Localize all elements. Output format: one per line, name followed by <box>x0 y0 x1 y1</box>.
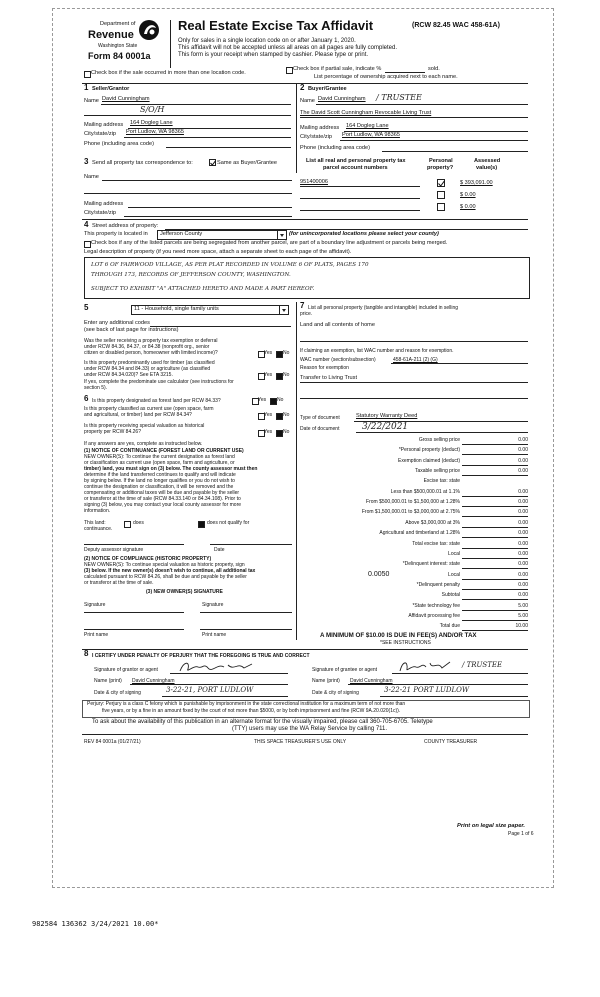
legal-line-3: SUBJECT TO EXHIBIT "A" ATTACHED HERETO AND MADE A PART HEREOF. <box>91 286 315 292</box>
header-line2: This affidavit will not be accepted unless all areas on all pages are fully completed. <box>178 45 398 51</box>
calc-row-label: *Delinquent interest: state <box>402 561 460 568</box>
continuance-line-3: timber) land, you must sign on (3) below. The county assessor must then <box>84 466 258 472</box>
street-address-label: Street address of property: <box>92 223 159 229</box>
personal-property-checkbox-3[interactable] <box>437 203 445 211</box>
perjury-line-1: Perjury: Perjury is a class C felony which is punishable by imprisonment in the state correctional institution for a maximum term of not more than <box>87 701 406 707</box>
calc-row <box>300 572 528 581</box>
seller-name[interactable]: David Cunningham <box>102 96 150 102</box>
assessed-value-2[interactable]: $ 0.00 <box>460 192 476 198</box>
land-use-select[interactable] <box>131 305 289 315</box>
calc-row-value[interactable]: 0.00 <box>518 488 528 495</box>
calc-row <box>300 520 528 529</box>
boundary-label: Check box if any of the listed parcels are being segregated from another parcel, are part of a boundary line adjustment or parcels being merged. <box>91 240 448 246</box>
section-5-q3-line2: section 5). <box>84 385 108 391</box>
dept-top: Department of <box>100 21 136 27</box>
buyer-name-label: Name <box>300 98 315 104</box>
seller-mail-label: Mailing address <box>84 122 124 128</box>
historic-line-1: NEW OWNER(S): To continue special valuation as historic property, sign <box>84 562 245 568</box>
signature-label-2: Signature <box>202 602 224 608</box>
section-2-number: 2 <box>300 83 305 92</box>
new-owner-signature-heading: (3) NEW OWNER(S) SIGNATURE <box>146 589 223 595</box>
calc-row-label: *Delinquent penalty <box>416 581 460 588</box>
continuance-line-8: or transferor at the time of sale (RCW 84.33.140 or 84.34.108). Prior to <box>84 496 241 502</box>
wac-label: WAC number (section/subsection) <box>300 357 376 363</box>
doc-type-label: Type of document <box>300 415 340 421</box>
current-use-no-checkbox[interactable] <box>276 413 283 420</box>
calc-row-label: *State technology fee <box>412 602 460 609</box>
calc-row <box>300 489 528 498</box>
section-5-q2-line3: under RCW 84.34.020)? See ETA 3215. <box>84 372 173 378</box>
section-6-number: 6 <box>84 394 89 403</box>
perjury-line-2: five years, or by a fine in an amount fixed by the court of not more than $5000, or by both imprisonment and fine (RCW 9A.20.020(1c)). <box>102 708 401 714</box>
calc-row-value[interactable]: 0.00 <box>518 499 528 506</box>
yes-label: Yes <box>264 350 273 356</box>
calc-row <box>300 561 528 570</box>
buyer-city[interactable]: Port Ludlow, WA 98365 <box>342 132 400 138</box>
historic-line-2: (3) below. If the new owner(s) doesn't wish to continue, all additional tax <box>84 568 256 574</box>
yes-label: Yes <box>264 412 273 418</box>
calc-row <box>300 509 528 518</box>
calc-row-value[interactable]: 0.00 <box>518 509 528 516</box>
doc-date-value[interactable]: 3/22/2021 <box>362 422 409 432</box>
checkmark-icon <box>210 160 216 166</box>
calc-row-label: From $1,500,000.01 to $3,000,000 at 2.75% <box>361 509 460 516</box>
recording-stamp: 982584 136362 3/24/2021 10.00* <box>32 920 159 928</box>
calc-row <box>300 468 528 477</box>
grantor-date-label: Date & city of signing <box>94 690 141 696</box>
calc-row-value[interactable]: 0.00 <box>518 581 528 588</box>
calc-row <box>300 458 528 467</box>
grantee-name-label: Name (print) <box>312 678 340 684</box>
corr-name-label: Name <box>84 174 99 180</box>
treasurer-only: THIS SPACE TREASURER'S USE ONLY <box>254 739 347 745</box>
minimum-due-note: A MINIMUM OF $10.00 IS DUE IN FEE(S) AND/OR TAX <box>320 632 477 639</box>
county-select[interactable] <box>157 230 287 240</box>
calc-row-value[interactable]: 0.00 <box>518 519 528 526</box>
calc-row <box>300 541 528 550</box>
calc-row-label: From $500,000.01 to $1,500,000 at 1.28% <box>366 499 460 506</box>
legal-paper-note: Print on legal size paper. <box>457 823 525 829</box>
multi-location-checkbox[interactable] <box>84 71 91 78</box>
personal-property-checkbox-2[interactable] <box>437 191 445 199</box>
parcel-number[interactable]: 951400006 <box>300 179 328 185</box>
calc-row-label: Local <box>448 550 460 557</box>
calc-row-label: Gross selling price <box>418 437 460 443</box>
calc-row-value[interactable]: 10.00 <box>515 623 528 630</box>
partial-sold-label: sold. <box>428 66 440 72</box>
county-value: Jefferson County <box>160 231 203 237</box>
continuance-label: continuance. <box>84 526 113 532</box>
partial-sale-label: Check box if partial sale, indicate % <box>293 66 382 72</box>
grantee-sig-handwritten: / TRUSTEE <box>462 661 503 669</box>
grantee-signature <box>398 658 458 674</box>
county-note: (for unincorporated locations please select your county) <box>289 231 439 237</box>
assessed-value-1[interactable]: $ 393,091.00 <box>460 180 493 186</box>
no-label: No <box>283 429 290 435</box>
section-5-q2-line2: under RCW 84.34 and 84.33) or agriculture (as classified <box>84 366 211 372</box>
form-statute: (RCW 82.45 WAC 458-61A) <box>412 22 500 29</box>
additional-codes-note: (see back of last page for instructions) <box>84 327 179 333</box>
multi-location-label: Check box if the sale occurred in more than one location code. <box>91 70 246 76</box>
calc-row-label: Total excise tax: state <box>412 540 460 547</box>
answers-note: If any answers are yes, complete as instructed below. <box>84 441 203 447</box>
historic-line-4: or transferor at the time of sale. <box>84 580 154 586</box>
yes-label: Yes <box>264 372 273 378</box>
section-8-number: 8 <box>84 649 89 658</box>
grantee-sig-label: Signature of grantee or agent <box>312 667 378 673</box>
section-5-q1-line1: Was the seller receiving a property tax exemption or deferral <box>84 338 218 344</box>
reason-label: Reason for exemption <box>300 365 349 371</box>
calc-row <box>300 551 528 560</box>
continuance-line-4: determine if the land transferred continues to qualify and will indicate <box>84 472 236 478</box>
does-checkbox[interactable] <box>124 521 131 528</box>
grantee-date[interactable]: 3-22-21 PORT LUDLOW <box>384 686 470 694</box>
continuance-line-7: compensating or additional taxes will be due and payable by the seller <box>84 490 240 496</box>
deputy-signature-label: Deputy assessor signature <box>84 547 144 553</box>
alt-format-line-1: To ask about the availability of this publication in an alternate format for the visually impaired, please call 360-705-6705. Teletype <box>92 719 433 725</box>
calc-row-label: Excise tax: state <box>423 478 460 485</box>
personal-property-heading-2: property? <box>427 165 454 171</box>
reason-value[interactable]: Transfer to Living Trust <box>300 375 357 381</box>
no-label: No <box>283 412 290 418</box>
grantor-name-label: Name (print) <box>94 678 122 684</box>
continuance-line-2: or classification as current use (open space, farm and agriculture, or <box>84 460 235 466</box>
header-line1: Only for sales in a single location code on or after January 1, 2020. <box>178 38 356 44</box>
section-3-number: 3 <box>84 157 89 166</box>
exemption-note: If claiming an exemption, list WAC number and reason for exemption. <box>300 348 454 354</box>
legal-line-1: LOT 6 OF FAIRWOOD VILLAGE, AS PER PLAT RECORDED IN VOLUME 6 OF PLATS, PAGES 170 <box>91 262 369 268</box>
continuance-heading: (1) NOTICE OF CONTINUANCE (FOREST LAND OR CURRENT USE) <box>84 448 244 454</box>
calc-row-label: Taxable selling price <box>414 468 460 475</box>
section-5-number: 5 <box>84 303 89 312</box>
calc-row <box>300 447 528 456</box>
buyer-phone-label: Phone (including area code) <box>300 145 370 151</box>
continuance-line-6: continue the designation or classification, it will be removed and the <box>84 484 234 490</box>
exemption-no-checkbox[interactable] <box>276 351 283 358</box>
seller-heading: Seller/Grantor <box>92 86 130 92</box>
calc-row-value[interactable]: 0.00 <box>518 561 528 568</box>
header-line3: This form is your receipt when stamped by cashier. Please type or print. <box>178 52 369 58</box>
calc-row <box>300 478 528 487</box>
calc-row <box>300 592 528 601</box>
page-number: Page 1 of 6 <box>508 831 534 837</box>
partial-sub-label: List percentage of ownership acquired next to each name. <box>314 74 458 80</box>
calc-row-label: Total due <box>439 623 460 630</box>
additional-codes-label: Enter any additional codes <box>84 320 150 326</box>
seller-phone-label: Phone (including area code) <box>84 141 154 147</box>
section-5-q3-line1: If yes, complete the predominate use calculator (see instructions for <box>84 379 234 385</box>
current-use-question-1: Is this property classified as current use (open space, farm <box>84 406 214 412</box>
buyer-trust[interactable]: The David Scott Cunningham Revocable Living Trust <box>300 110 432 116</box>
partial-sale-checkbox[interactable] <box>286 67 293 74</box>
calc-row-value[interactable]: 0.00 <box>518 540 528 547</box>
legal-description-label: Legal description of property (if you need more space, attach a separate sheet to each page of the affidavit). <box>84 249 352 255</box>
calc-row-value[interactable]: 0.00 <box>518 457 528 464</box>
checkmark-icon <box>438 180 445 187</box>
same-as-buyer-label: Same as Buyer/Grantee <box>217 160 278 166</box>
seller-city-label: City/state/zip <box>84 131 117 137</box>
legal-description-box[interactable] <box>84 257 530 299</box>
chevron-down-icon <box>279 306 288 314</box>
historic-heading: (2) NOTICE OF COMPLIANCE (HISTORIC PROPERTY) <box>84 556 212 562</box>
chevron-down-icon <box>277 231 286 239</box>
boundary-checkbox[interactable] <box>84 241 91 248</box>
continuance-line-1: NEW OWNER(S): To continue the current designation as forest land <box>84 454 235 460</box>
calc-row-value[interactable]: 0.00 <box>518 592 528 599</box>
this-land-label: This land: <box>84 520 106 526</box>
section-1-number: 1 <box>84 83 89 92</box>
calc-row-value[interactable]: 5.00 <box>518 602 528 609</box>
calc-row-label: Above $3,000,000 at 3% <box>405 519 460 526</box>
calc-row <box>300 613 528 622</box>
section-7-heading-1: List all personal property (tangible and intangible) included in selling <box>308 305 459 311</box>
dept-state: Washington State <box>98 43 138 49</box>
no-label: No <box>277 397 284 403</box>
print-name-label-2: Print name <box>202 632 227 638</box>
buyer-city-label: City/state/zip <box>300 134 333 140</box>
section-7-heading-2: price. <box>300 311 313 317</box>
seller-city[interactable]: Port Ludlow, WA 98365 <box>126 129 184 135</box>
buyer-mail[interactable]: 164 Dogleg Lane <box>346 123 389 129</box>
grantor-sig-label: Signature of grantor or agent <box>94 667 158 673</box>
parcel-list-heading-1: List all real and personal property tax <box>306 158 406 164</box>
certify-heading: I CERTIFY UNDER PENALTY OF PERJURY THAT THE FOREGOING IS TRUE AND CORRECT <box>92 653 310 659</box>
same-as-buyer-checkbox[interactable] <box>209 159 216 166</box>
calc-row <box>300 603 528 612</box>
calc-row <box>300 437 528 446</box>
section-7-number: 7 <box>300 301 305 310</box>
calc-row-value[interactable]: 0.00 <box>518 530 528 537</box>
section-5-q2-line1: Is this property predominantly used for timber (as classified <box>84 360 215 366</box>
local-rate: 0.0050 <box>368 571 390 578</box>
does-not-label: does not qualify for <box>207 520 250 526</box>
wac-number[interactable]: 458-61A-211 (2) (G) <box>393 357 438 363</box>
current-use-question-2: and agricultural, or timber) land per RCW 84.34? <box>84 412 192 418</box>
calc-row-value[interactable]: 5.00 <box>518 612 528 619</box>
timber-no-checkbox[interactable] <box>276 373 283 380</box>
calc-row-label: Agricultural and timberland at 1.28% <box>379 530 460 537</box>
grantor-name[interactable]: David Cunningham <box>132 678 175 684</box>
land-use-value: 11 - Household, single family units <box>134 306 219 312</box>
calc-row-label: Affidavit processing fee <box>408 612 460 619</box>
doc-type-value[interactable]: Statutory Warranty Deed <box>356 413 418 419</box>
section-5-q1-line3: citizen or disabled person, homeowner with limited income)? <box>84 350 218 356</box>
revision: REV 84 0001a (01/27/21) <box>84 739 141 745</box>
yes-label: Yes <box>258 397 267 403</box>
personal-property-heading-1: Personal <box>429 158 453 164</box>
county-treasurer: COUNTY TREASURER <box>424 739 478 745</box>
header-divider <box>170 20 171 68</box>
personal-property-list[interactable]: Land and all contents of home <box>300 322 375 328</box>
legal-line-2: THROUGH 173, RECORDS OF JEFFERSON COUNTY, WASHINGTON. <box>91 272 291 278</box>
no-label: No <box>283 350 290 356</box>
calc-row-value[interactable]: 0.00 <box>518 437 528 443</box>
doc-date-label: Date of document <box>300 426 340 432</box>
calc-row-label: Exemption claimed (deduct) <box>398 457 460 464</box>
historic-line-3: calculated pursuant to RCW 84.26, shall be due and payable by the seller <box>84 574 247 580</box>
seller-mail[interactable]: 164 Dogleg Lane <box>130 120 173 126</box>
calc-row-label: Local <box>448 571 460 578</box>
alt-format-line-2: (TTY) users may use the WA Relay Service by calling 711. <box>232 726 388 732</box>
see-instructions: *SEE INSTRUCTIONS <box>380 640 431 646</box>
form-title: Real Estate Excise Tax Affidavit <box>178 18 374 33</box>
continuance-line-5: by signing below. If the land no longer qualifies or you do not wish to <box>84 478 235 484</box>
dor-swirl-icon <box>138 18 160 42</box>
historic-question-2: property per RCW 84.26? <box>84 429 141 435</box>
continuance-line-9: signing (3) below, you may contact your local county assessor for more <box>84 502 242 508</box>
calc-row-label: Subtotal <box>441 592 460 599</box>
grantee-name[interactable]: David Cunningham <box>350 678 393 684</box>
calc-row-value[interactable]: 0.00 <box>518 550 528 557</box>
does-not-checkbox[interactable] <box>198 521 205 528</box>
personal-property-checkbox-1[interactable] <box>437 179 445 187</box>
buyer-heading: Buyer/Grantee <box>308 86 347 92</box>
dor-logo <box>86 18 166 68</box>
grantee-date-label: Date & city of signing <box>312 690 359 696</box>
section-4-number: 4 <box>84 220 89 229</box>
continuance-line-10: information. <box>84 508 111 514</box>
no-label: No <box>283 372 290 378</box>
calc-row-value[interactable]: 0.00 <box>518 571 528 578</box>
section-5-q1-line2: under RCW 84.36, 84.37, or 84.38 (nonprofit org., senior <box>84 344 210 350</box>
seller-name-label: Name <box>84 98 99 104</box>
grantor-date[interactable]: 3-22-21, PORT LUDLOW <box>166 686 254 694</box>
corr-city-label: City/state/zip <box>84 210 117 216</box>
forest-land-question: Is this property designated as forest land per RCW 84.33? <box>92 398 221 404</box>
buyer-name-handwritten: / TRUSTEE <box>376 93 422 102</box>
parcel-list-heading-2: parcel account numbers <box>323 165 388 171</box>
signature-label-1: Signature <box>84 602 106 608</box>
calc-row <box>300 530 528 539</box>
dept-name: Revenue <box>88 29 134 41</box>
buyer-name[interactable]: David Cunningham <box>318 96 366 102</box>
assessed-value-heading-1: Assessed <box>474 158 501 164</box>
form-number: Form 84 0001a <box>88 51 151 61</box>
calc-row-value[interactable]: 0.00 <box>518 447 528 454</box>
assessed-value-3[interactable]: $ 0.00 <box>460 204 476 210</box>
historic-question-1: Is this property receiving special valuation as historical <box>84 423 205 429</box>
forest-no-checkbox[interactable] <box>270 398 277 405</box>
grantor-signature <box>178 659 268 675</box>
section-3-heading: Send all property tax correspondence to: <box>92 160 193 166</box>
calc-row-label: *Personal property (deduct) <box>398 447 460 454</box>
does-label: does <box>133 520 144 526</box>
calc-row <box>300 499 528 508</box>
corr-mail-label: Mailing address <box>84 201 124 207</box>
yes-label: Yes <box>264 429 273 435</box>
calc-row-label: Less than $500,000.01 at 1.1% <box>390 488 460 495</box>
assessed-value-heading-2: value(s) <box>476 165 498 171</box>
county-label: This property is located in <box>84 231 148 237</box>
calc-row-value[interactable]: 0.00 <box>518 468 528 475</box>
deputy-date-label: Date <box>214 547 225 553</box>
historic-no-checkbox[interactable] <box>276 430 283 437</box>
calc-row <box>300 582 528 591</box>
print-name-label-1: Print name <box>84 632 109 638</box>
calc-row <box>300 623 528 632</box>
seller-name-handwritten: S/O/H <box>140 105 165 114</box>
buyer-mail-label: Mailing address <box>300 125 340 131</box>
